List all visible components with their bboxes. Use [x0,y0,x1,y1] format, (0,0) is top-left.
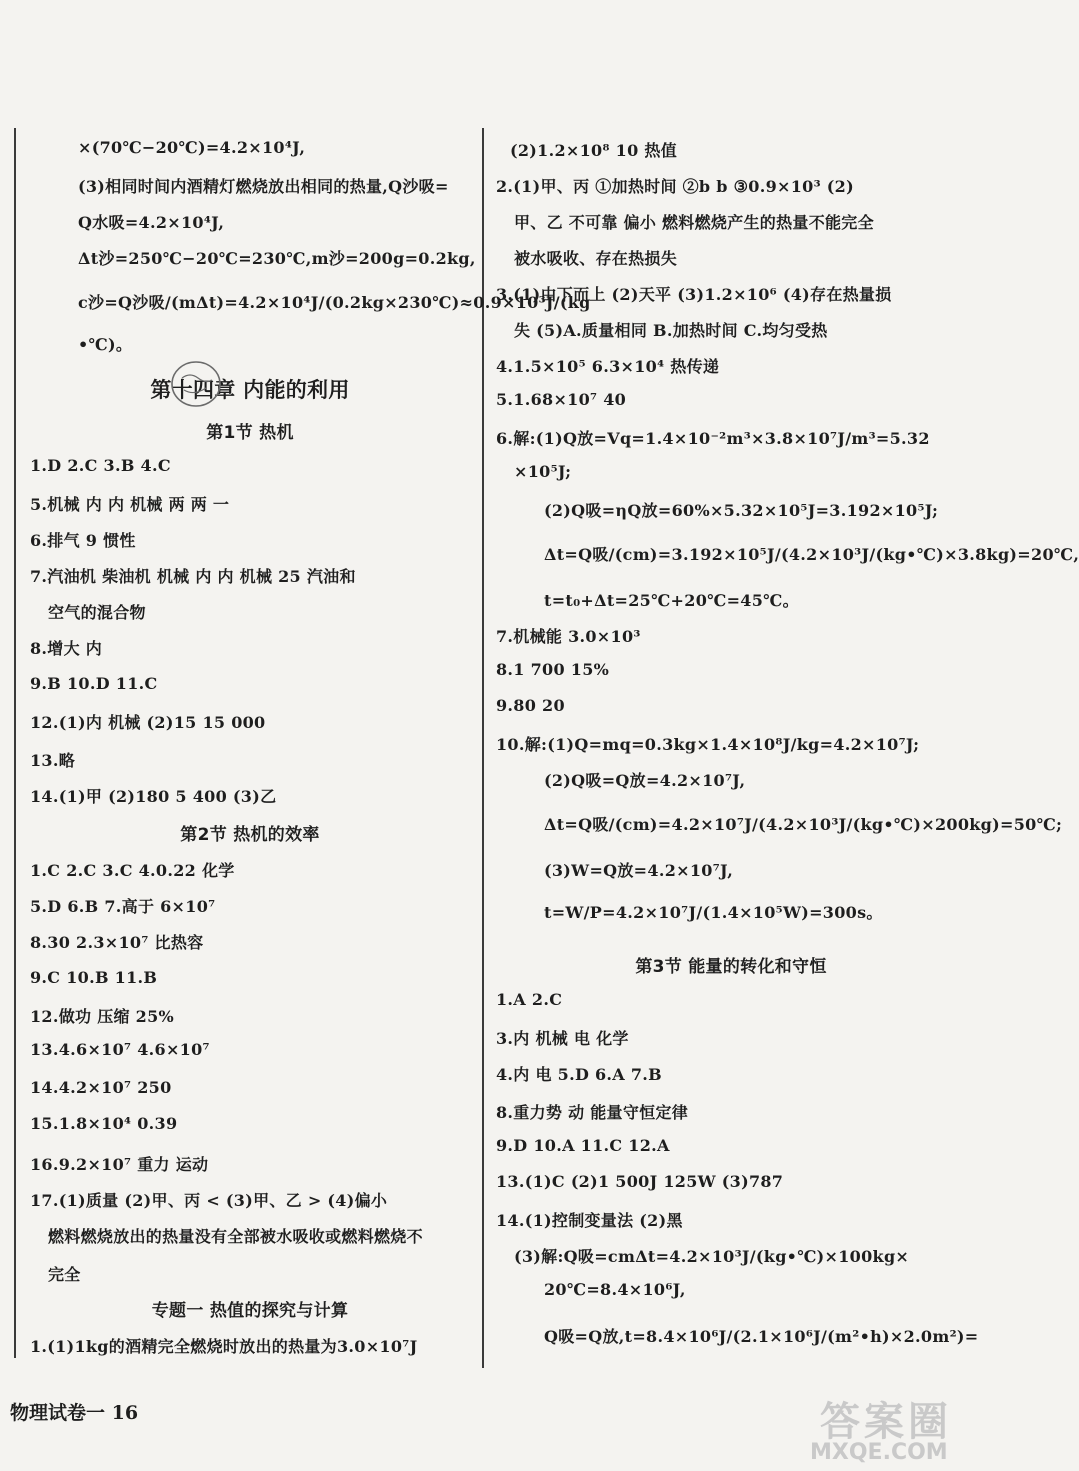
answer-line: 10.解:(1)Q=mq=0.3kg×1.4×10⁸J/kg=4.2×10⁷J; [496,735,920,754]
answer-line: t=W/P=4.2×10⁷J/(1.4×10⁵W)=300s。 [544,903,883,922]
answer-line: 17.(1)质量 (2)甲、丙 < (3)甲、乙 > (4)偏小 [30,1191,388,1210]
answer-line: 1.D 2.C 3.B 4.C [30,456,171,475]
answer-line: Δt沙=250℃−20℃=230℃,m沙=200g=0.2kg, [78,249,476,268]
answer-line: 14.4.2×10⁷ 250 [30,1078,172,1097]
answer-line: 9.80 20 [496,696,565,715]
chapter-heading: 第十四章 内能的利用 [150,378,350,402]
answer-line: (3)W=Q放=4.2×10⁷J, [544,861,734,880]
answer-line: 1.(1)1kg的酒精完全燃烧时放出的热量为3.0×10⁷J [30,1337,418,1356]
watermark-en: MXQE.COM [810,1440,948,1465]
answer-line: 9.B 10.D 11.C [30,674,158,693]
answer-line: c沙=Q沙吸/(mΔt)=4.2×10⁴J/(0.2kg×230℃)≈0.9×10³J/(kg [78,293,591,312]
answer-line: 7.机械能 3.0×10³ [496,627,641,646]
answer-line: 14.(1)控制变量法 (2)黑 [496,1211,683,1230]
answer-line: •℃)。 [78,335,133,354]
answer-line: 20℃=8.4×10⁶J, [544,1280,686,1299]
answer-line: 9.D 10.A 11.C 12.A [496,1136,670,1155]
answer-line: (2)Q吸=ηQ放=60%×5.32×10⁵J=3.192×10⁵J; [544,501,939,520]
answer-line: 2.(1)甲、丙 ①加热时间 ②b b ③0.9×10³ (2) [496,177,854,196]
answer-line: 5.机械 内 内 机械 两 两 一 [30,495,230,514]
section-heading: 第3节 能量的转化和守恒 [635,957,827,977]
answer-line: 4.1.5×10⁵ 6.3×10⁴ 热传递 [496,357,720,376]
answer-line: Q水吸=4.2×10⁴J, [78,213,225,232]
answer-line: 燃料燃烧放出的热量没有全部被水吸收或燃料燃烧不 [48,1227,423,1246]
answer-line: 13.4.6×10⁷ 4.6×10⁷ [30,1040,210,1059]
answer-line: 9.C 10.B 11.B [30,968,158,987]
answer-line: 甲、乙 不可靠 偏小 燃料燃烧产生的热量不能完全 [514,213,874,232]
answer-line: 13.(1)C (2)1 500J 125W (3)787 [496,1172,784,1191]
answer-line: 15.1.8×10⁴ 0.39 [30,1114,178,1133]
section-heading: 专题一 热值的探究与计算 [151,1301,349,1321]
answer-line: 1.C 2.C 3.C 4.0.22 化学 [30,861,235,880]
left-margin-rule [14,128,16,1358]
answer-line: Δt=Q吸/(cm)=4.2×10⁷J/(4.2×10³J/(kg•℃)×200kg)=50℃; [544,815,1063,834]
answer-line: 6.解:(1)Q放=Vq=1.4×10⁻²m³×3.8×10⁷J/m³=5.32 [496,429,930,448]
answer-line: (3)相同时间内酒精灯燃烧放出相同的热量,Q沙吸= [78,177,449,196]
answer-line: (2)Q吸=Q放=4.2×10⁷J, [544,771,746,790]
answer-line: 13.略 [30,751,76,770]
watermark-cn: 答案圈 [820,1399,952,1445]
page-footer: 物理试卷一 16 [10,1402,139,1424]
answer-line: Δt=Q吸/(cm)=3.192×10⁵J/(4.2×10³J/(kg•℃)×3.8kg)=20℃, [544,545,1079,564]
answer-line: t=t₀+Δt=25℃+20℃=45℃。 [544,591,799,610]
answer-line: 8.1 700 15% [496,660,610,679]
answer-line: 3.(1)由下而上 (2)天平 (3)1.2×10⁶ (4)存在热量损 [496,285,892,304]
answer-line: 4.内 电 5.D 6.A 7.B [496,1065,663,1084]
answer-line: 7.汽油机 柴油机 机械 内 内 机械 25 汽油和 [30,567,356,586]
answer-line: 14.(1)甲 (2)180 5 400 (3)乙 [30,787,277,806]
answer-line: ×10⁵J; [514,462,572,481]
answer-line: 8.增大 内 [30,639,103,658]
answer-line: 16.9.2×10⁷ 重力 运动 [30,1155,209,1174]
column-divider [482,128,484,1368]
answer-line: 5.1.68×10⁷ 40 [496,390,627,409]
answer-line: 空气的混合物 [48,603,146,622]
answer-line: 1.A 2.C [496,990,563,1009]
section-heading: 第1节 热机 [206,423,294,443]
watermark [790,1390,990,1470]
answer-line: ×(70℃−20℃)=4.2×10⁴J, [78,138,306,157]
answer-line: 3.内 机械 电 化学 [496,1029,629,1048]
answer-line: (3)解:Q吸=cmΔt=4.2×10³J/(kg•℃)×100kg× [514,1247,910,1266]
answer-line: 12.(1)内 机械 (2)15 15 000 [30,713,266,732]
answer-line: 5.D 6.B 7.高于 6×10⁷ [30,897,216,916]
answer-line: 8.30 2.3×10⁷ 比热容 [30,933,204,952]
answer-line: 完全 [48,1265,81,1284]
answer-line: 6.排气 9 惯性 [30,531,136,550]
answer-line: (2)1.2×10⁸ 10 热值 [510,141,677,160]
answer-line: 12.做功 压缩 25% [30,1007,175,1026]
handwritten-stamp [168,356,228,412]
answer-line: 被水吸收、存在热损失 [514,249,678,268]
answer-line: Q吸=Q放,t=8.4×10⁶J/(2.1×10⁶J/(m²•h)×2.0m²)= [544,1327,979,1346]
answer-line: 8.重力势 动 能量守恒定律 [496,1103,689,1122]
section-heading: 第2节 热机的效率 [180,825,320,845]
answer-line: 失 (5)A.质量相同 B.加热时间 C.均匀受热 [514,321,828,340]
